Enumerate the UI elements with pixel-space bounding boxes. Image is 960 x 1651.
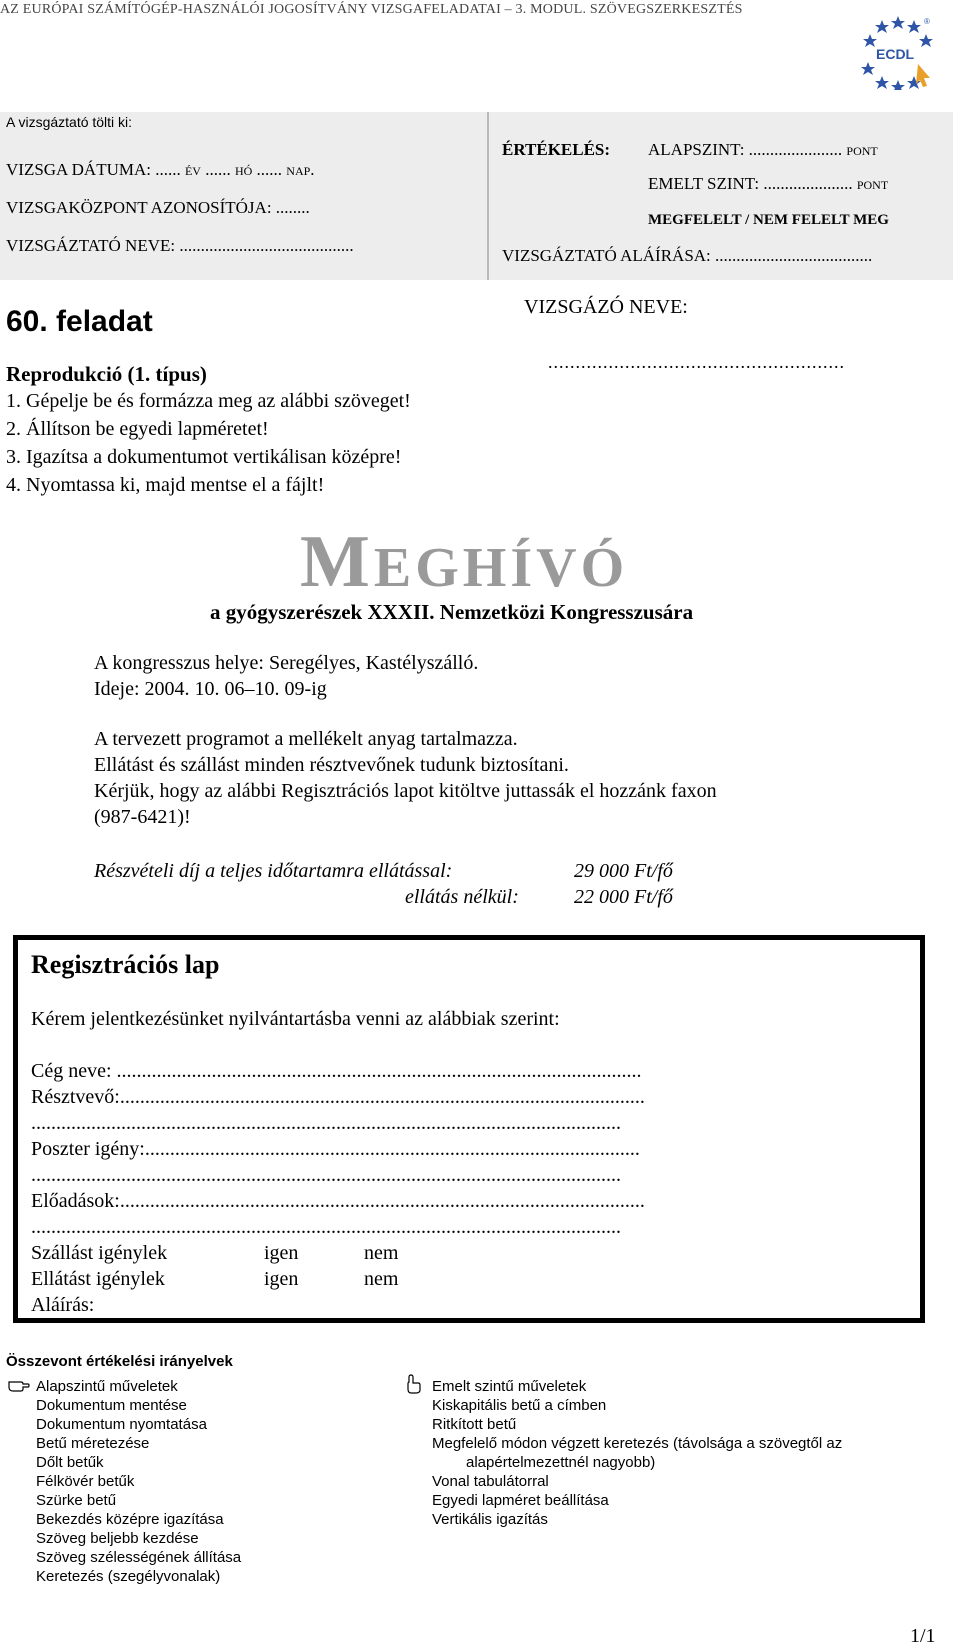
basic-eval-item: Keretezés (szegélyvonalak)	[36, 1568, 221, 1585]
basic-eval-item: Félkövér betűk	[36, 1473, 135, 1490]
meals-label: Ellátást igénylek	[31, 1268, 165, 1290]
accommodation-yes: igen	[264, 1242, 299, 1264]
exam-box-divider	[487, 112, 489, 280]
advanced-level-score: EMELT SZINT: ..................... pont	[648, 174, 889, 193]
invitation-line: Kérjük, hogy az alábbi Regisztrációs lapot kitöltve juttassák el hozzánk faxon	[94, 780, 717, 802]
logo-text: ECDL	[876, 46, 915, 62]
fee-with-meal-label: Részvételi díj a teljes időtartamra ellátással:	[94, 860, 453, 882]
exam-center-id-field: VIZSGAKÖZPONT AZONOSÍTÓJA: ........	[6, 198, 310, 217]
task-subtitle: Reprodukció (1. típus)	[6, 362, 207, 386]
invitation-line: Ideje: 2004. 10. 06–10. 09-ig	[94, 678, 327, 700]
advanced-eval-item: Emelt szintű műveletek	[432, 1378, 587, 1395]
ecdl-stars-icon	[858, 14, 934, 90]
fee-with-meal-value: 29 000 Ft/fő	[574, 860, 673, 882]
task-step: 3. Igazítsa a dokumentumot vertikálisan középre!	[6, 446, 402, 468]
registration-intro: Kérem jelentkezésünket nyilvántartásba venni az alábbiak szerint:	[31, 1008, 560, 1030]
advanced-eval-item: Kiskapitális betű a címben	[432, 1397, 607, 1414]
meals-no: nem	[364, 1268, 399, 1290]
basic-level-score: ALAPSZINT: ...................... pont	[648, 140, 878, 159]
poster-extra-line: ......................................................................................................................	[31, 1164, 621, 1186]
advanced-eval-item: Ritkított betű	[432, 1416, 517, 1433]
talks-field: Előadások:.........................................................................................................	[31, 1190, 645, 1212]
invitation-line: A kongresszus helye: Seregélyes, Kastélyszálló.	[94, 652, 479, 674]
meals-yes: igen	[264, 1268, 299, 1290]
basic-eval-item: Dokumentum nyomtatása	[36, 1416, 207, 1433]
invitation-line: (987-6421)!	[94, 806, 191, 828]
invitation-line: A tervezett programot a mellékelt anyag tartalmazza.	[94, 728, 518, 750]
candidate-name-field: ......................................................	[548, 352, 845, 372]
invitation-line: Ellátást és szállást minden résztvevőnek tudunk biztosítani.	[94, 754, 569, 776]
basic-eval-item: Szöveg szélességének állítása	[36, 1549, 242, 1566]
task-title: 60. feladat	[6, 305, 153, 338]
pointing-hand-icon	[8, 1378, 30, 1397]
advanced-eval-item: Egyedi lapméret beállítása	[432, 1492, 609, 1509]
basic-eval-item: Szürke betű	[36, 1492, 117, 1509]
examiner-name-field: VIZSGÁZTATÓ NEVE: .........................................	[6, 236, 354, 255]
advanced-eval-item: Megfelelő módon végzett keretezés (távolsága a szövegtől az	[432, 1435, 843, 1452]
registered-mark: ®	[924, 17, 930, 26]
candidate-name-label: VIZSGÁZÓ NEVE:	[524, 296, 688, 318]
ecdl-logo	[858, 14, 934, 90]
invitation-title-rest: EGHÍVÓ	[373, 537, 629, 599]
signature-label: Aláírás:	[31, 1294, 95, 1316]
basic-eval-item: Dokumentum mentése	[36, 1397, 187, 1414]
fill-note: A vizsgáztató tölti ki:	[6, 114, 133, 130]
invitation-subtitle: a gyógyszerészek XXXII. Nemzetközi Kongresszusára	[210, 600, 694, 624]
basic-eval-item: Dőlt betűk	[36, 1454, 104, 1471]
pointing-up-hand-icon	[406, 1374, 422, 1399]
invitation-title-initial: M	[300, 521, 374, 603]
page-header-title: AZ EURÓPAI SZÁMÍTÓGÉP-HASZNÁLÓI JOGOSÍTVÁNY VIZSGAFELADATAI – 3. MODUL. SZÖVEGSZERKESZTÉS	[0, 2, 743, 17]
fee-without-meal-value: 22 000 Ft/fő	[574, 886, 673, 908]
accommodation-no: nem	[364, 1242, 399, 1264]
page-number: 1/1	[910, 1625, 936, 1647]
exam-date-field: VIZSGA DÁTUMA: ...... év ...... hó ...... nap.	[6, 160, 315, 179]
basic-eval-item: Bekezdés középre igazítása	[36, 1511, 224, 1528]
advanced-eval-item: alapértelmezettnél nagyobb)	[466, 1454, 656, 1471]
pass-fail-result: MEGFELELT / NEM FELELT MEG	[648, 212, 889, 228]
evaluation-heading: Összevont értékelési irányelvek	[6, 1353, 233, 1370]
examiner-signature-field: VIZSGÁZTATÓ ALÁÍRÁSA: .....................................	[502, 246, 873, 265]
advanced-eval-item: Vertikális igazítás	[432, 1511, 548, 1528]
task-step: 2. Állítson be egyedi lapméretet!	[6, 418, 269, 440]
registration-title: Regisztrációs lap	[31, 950, 220, 979]
fee-without-meal-label: ellátás nélkül:	[405, 886, 519, 908]
talks-extra-line: ......................................................................................................................	[31, 1216, 621, 1238]
basic-eval-item: Szöveg beljebb kezdése	[36, 1530, 199, 1547]
advanced-eval-item: Vonal tabulátorral	[432, 1473, 549, 1490]
invitation-title	[300, 520, 628, 605]
evaluation-label: ÉRTÉKELÉS:	[502, 140, 611, 159]
participant-field: Résztvevő:.........................................................................................................	[31, 1086, 645, 1108]
poster-request-field: Poszter igény:...................................................................................................	[31, 1138, 640, 1160]
company-name-field: Cég neve: .........................................................................................................	[31, 1060, 642, 1082]
accommodation-label: Szállást igénylek	[31, 1242, 168, 1264]
task-step: 4. Nyomtassa ki, majd mentse el a fájlt!	[6, 474, 325, 496]
task-step: 1. Gépelje be és formázza meg az alábbi szöveget!	[6, 390, 411, 412]
basic-eval-item: Betű méretezése	[36, 1435, 150, 1452]
participant-extra-line: ......................................................................................................................	[31, 1112, 621, 1134]
basic-eval-item: Alapszintű műveletek	[36, 1378, 178, 1395]
